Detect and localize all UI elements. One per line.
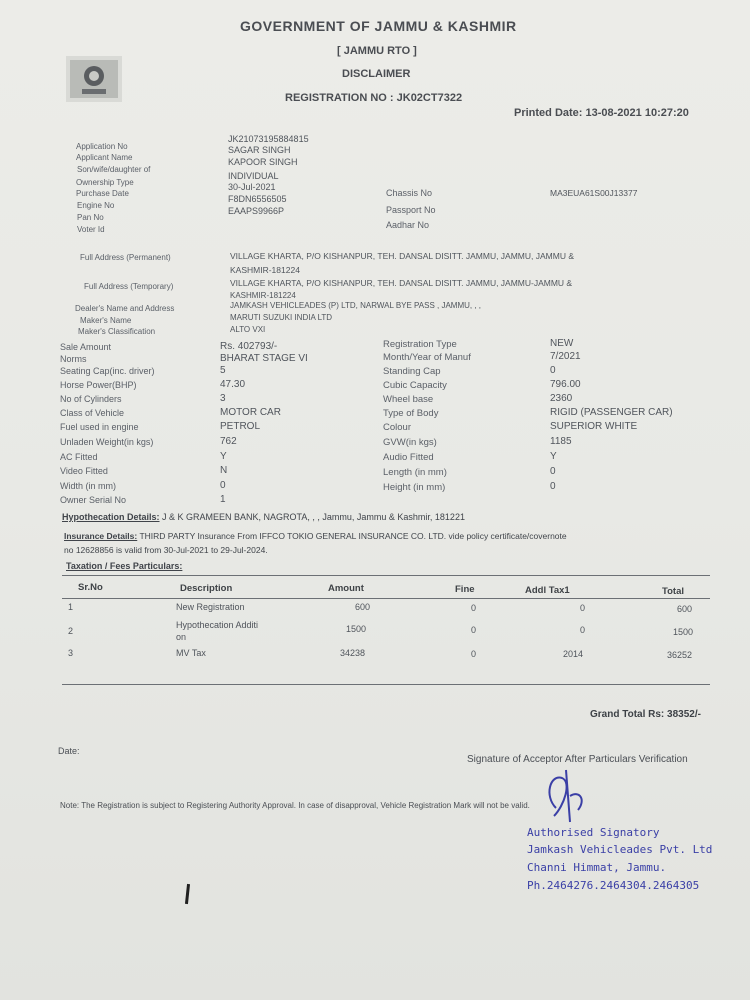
tax-row-amount: 600	[355, 602, 371, 612]
temporary-address-line2: KASHMIR-181224	[230, 291, 296, 300]
detail-label: Passport No	[386, 205, 436, 215]
vehicle-value: 7/2021	[550, 351, 581, 362]
vehicle-label: AC Fitted	[60, 452, 98, 462]
vehicle-value: 796.00	[550, 379, 581, 390]
vehicle-value: 0	[550, 466, 556, 477]
detail-label: Chassis No	[386, 188, 433, 198]
tax-row-srno: 1	[68, 602, 74, 612]
dealer-label: Dealer's Name and Address	[75, 304, 175, 313]
vehicle-value: SUPERIOR WHITE	[550, 421, 638, 432]
taxation-heading	[66, 561, 182, 571]
vehicle-value: N	[220, 465, 228, 476]
detail-label: Applicant Name	[76, 153, 133, 162]
vehicle-value: 0	[550, 481, 556, 492]
table-bottom-rule	[62, 684, 710, 685]
tax-row-description-cont: on	[176, 632, 187, 642]
vehicle-label: Standing Cap	[383, 366, 441, 377]
column-header-description: Description	[180, 583, 233, 594]
vehicle-value: 47.30	[220, 379, 246, 390]
vehicle-value: 5	[220, 365, 226, 376]
detail-label: Son/wife/daughter of	[77, 165, 151, 174]
vehicle-label: Fuel used in engine	[60, 422, 139, 432]
grand-total: Grand Total Rs: 38352/-	[590, 709, 701, 720]
vehicle-value: Y	[550, 451, 557, 462]
vehicle-value: 0	[550, 365, 556, 376]
detail-label: Purchase Date	[76, 189, 129, 198]
temporary-address-line1: VILLAGE KHARTA, P/O KISHANPUR, TEH. DANSAL DISITT. JAMMU, JAMMU-JAMMU &	[230, 278, 573, 288]
column-header-addl-tax: Addl Tax1	[525, 585, 570, 596]
tax-row-description: MV Tax	[176, 648, 206, 658]
vehicle-label: No of Cylinders	[60, 394, 122, 404]
insurance-line1: THIRD PARTY Insurance From IFFCO TOKIO GENERAL INSURANCE CO. LTD. vide policy certificate/covernote	[139, 531, 567, 541]
permanent-address-line2: KASHMIR-181224	[230, 265, 300, 275]
tax-row-description: New Registration	[176, 602, 245, 612]
tax-row-addl-tax: 0	[580, 603, 586, 613]
pen-mark	[185, 884, 190, 904]
tax-row-description: Hypothecation Additi	[176, 620, 259, 630]
vehicle-label: Unladen Weight(in kgs)	[60, 437, 154, 447]
table-header-rule	[62, 598, 710, 599]
acceptor-signature-label: Signature of Acceptor After Particulars Verification	[467, 754, 688, 765]
vehicle-label: Video Fitted	[60, 466, 108, 476]
tax-row-total: 600	[677, 604, 693, 614]
stamp-line1: Authorised Signatory	[527, 826, 660, 839]
tax-row-addl-tax: 2014	[563, 649, 584, 659]
state-emblem-icon	[66, 56, 122, 102]
tax-row-addl-tax: 0	[580, 625, 586, 635]
registration-number: REGISTRATION NO : JK02CT7322	[285, 92, 463, 104]
detail-value: INDIVIDUAL	[228, 170, 279, 181]
maker-value: MARUTI SUZUKI INDIA LTD	[230, 313, 333, 322]
handwritten-signature	[536, 766, 616, 826]
vehicle-label: GVW(in kgs)	[383, 437, 437, 448]
detail-label: Ownership Type	[76, 178, 134, 187]
insurance-label: Insurance Details:	[64, 531, 138, 541]
detail-value: SAGAR SINGH	[228, 145, 291, 156]
detail-label: Pan No	[77, 213, 104, 222]
tax-row-total: 1500	[673, 627, 694, 637]
vehicle-value: RIGID (PASSENGER CAR)	[550, 407, 673, 418]
vehicle-label: Class of Vehicle	[60, 408, 125, 418]
tax-row-total: 36252	[667, 650, 693, 660]
vehicle-label: Width (in mm)	[60, 481, 116, 491]
temporary-address-label: Full Address (Temporary)	[84, 282, 174, 291]
vehicle-label: Horse Power(BHP)	[60, 380, 137, 390]
hypothecation-label: Hypothecation Details:	[62, 512, 160, 522]
hypothecation-text: J & K GRAMEEN BANK, NAGROTA, , , Jammu, Jammu & Kashmir, 181221	[162, 512, 465, 522]
vehicle-value: 3	[220, 393, 226, 404]
detail-value: F8DN6556505	[228, 194, 287, 204]
tax-row-srno: 2	[68, 626, 74, 636]
insurance-line2: no 12628856 is valid from 30-Jul-2021 to 29-Jul-2024.	[64, 545, 268, 555]
vehicle-value: 2360	[550, 393, 573, 404]
table-top-rule	[62, 575, 710, 576]
column-header-srno: Sr.No	[78, 582, 103, 593]
tax-row-fine: 0	[471, 625, 477, 635]
vehicle-value: Rs. 402793/-	[220, 341, 278, 352]
government-heading: GOVERNMENT OF JAMMU & KASHMIR	[240, 18, 517, 34]
detail-value: 30-Jul-2021	[228, 181, 276, 192]
vehicle-label: Height (in mm)	[383, 482, 446, 493]
vehicle-label: Colour	[383, 422, 411, 433]
detail-label: Engine No	[77, 201, 115, 210]
vehicle-label: Cubic Capacity	[383, 380, 447, 391]
vehicle-value: MOTOR CAR	[220, 407, 281, 418]
taxation-label: Taxation / Fees Particulars:	[66, 561, 183, 571]
column-header-fine: Fine	[455, 584, 475, 595]
detail-label: Application No	[76, 142, 128, 151]
vehicle-value: NEW	[550, 338, 574, 349]
maker-classification-value: ALTO VXI	[230, 325, 266, 334]
detail-value: JK21073195884815	[228, 134, 309, 144]
maker-label: Maker's Name	[80, 316, 132, 325]
stamp-line3: Channi Himmat, Jammu.	[527, 861, 667, 874]
insurance-details	[64, 531, 567, 541]
permanent-address-line1: VILLAGE KHARTA, P/O KISHANPUR, TEH. DANSAL DISITT. JAMMU, JAMMU, JAMMU &	[230, 251, 574, 261]
maker-classification-label: Maker's Classification	[78, 327, 156, 336]
vehicle-label: Length (in mm)	[383, 467, 447, 478]
vehicle-value: 762	[220, 436, 237, 447]
vehicle-value: 0	[220, 480, 226, 491]
document-type-heading: DISCLAIMER	[342, 68, 411, 80]
detail-value: EAAPS9966P	[228, 206, 285, 217]
stamp-line4: Ph.2464276.2464304.2464305	[527, 879, 700, 892]
vehicle-label: Type of Body	[383, 408, 439, 419]
tax-row-fine: 0	[471, 603, 477, 613]
detail-label: Voter Id	[77, 225, 105, 234]
vehicle-label: Sale Amount	[60, 342, 112, 352]
vehicle-label: Registration Type	[383, 339, 457, 350]
tax-row-srno: 3	[68, 648, 74, 658]
vehicle-label: Month/Year of Manuf	[383, 352, 471, 363]
dealer-value: JAMKASH VEHICLEADES (P) LTD, NARWAL BYE PASS , JAMMU, , ,	[230, 301, 482, 310]
vehicle-label: Owner Serial No	[60, 495, 127, 505]
hypothecation-details	[62, 512, 465, 522]
tax-row-fine: 0	[471, 649, 477, 659]
column-header-amount: Amount	[328, 583, 364, 594]
vehicle-label: Norms	[60, 354, 87, 364]
office-heading: [ JAMMU RTO ]	[337, 45, 417, 57]
tax-row-amount: 1500	[346, 624, 367, 634]
detail-value: MA3EUA61S00J13377	[550, 188, 638, 198]
vehicle-label: Wheel base	[383, 394, 434, 405]
detail-label: Aadhar No	[386, 220, 430, 230]
detail-value: KAPOOR SINGH	[228, 157, 298, 168]
vehicle-label: Seating Cap(inc. driver)	[60, 366, 155, 376]
printed-date: Printed Date: 13-08-2021 10:27:20	[514, 107, 689, 119]
vehicle-value: BHARAT STAGE VI	[220, 353, 308, 364]
tax-row-amount: 34238	[340, 648, 366, 658]
permanent-address-label: Full Address (Permanent)	[80, 253, 171, 262]
column-header-total: Total	[662, 586, 684, 597]
date-label: Date:	[58, 746, 80, 756]
vehicle-value: 1185	[550, 436, 572, 447]
registration-note: Note: The Registration is subject to Registering Authority Approval. In case of disapproval, Vehicle Registration Mark will not be valid.	[60, 801, 530, 810]
vehicle-label: Audio Fitted	[383, 452, 434, 463]
stamp-line2: Jamkash Vehicleades Pvt. Ltd	[527, 843, 713, 856]
vehicle-value: 1	[220, 494, 226, 505]
vehicle-value: PETROL	[220, 421, 261, 432]
vehicle-value: Y	[220, 451, 227, 462]
